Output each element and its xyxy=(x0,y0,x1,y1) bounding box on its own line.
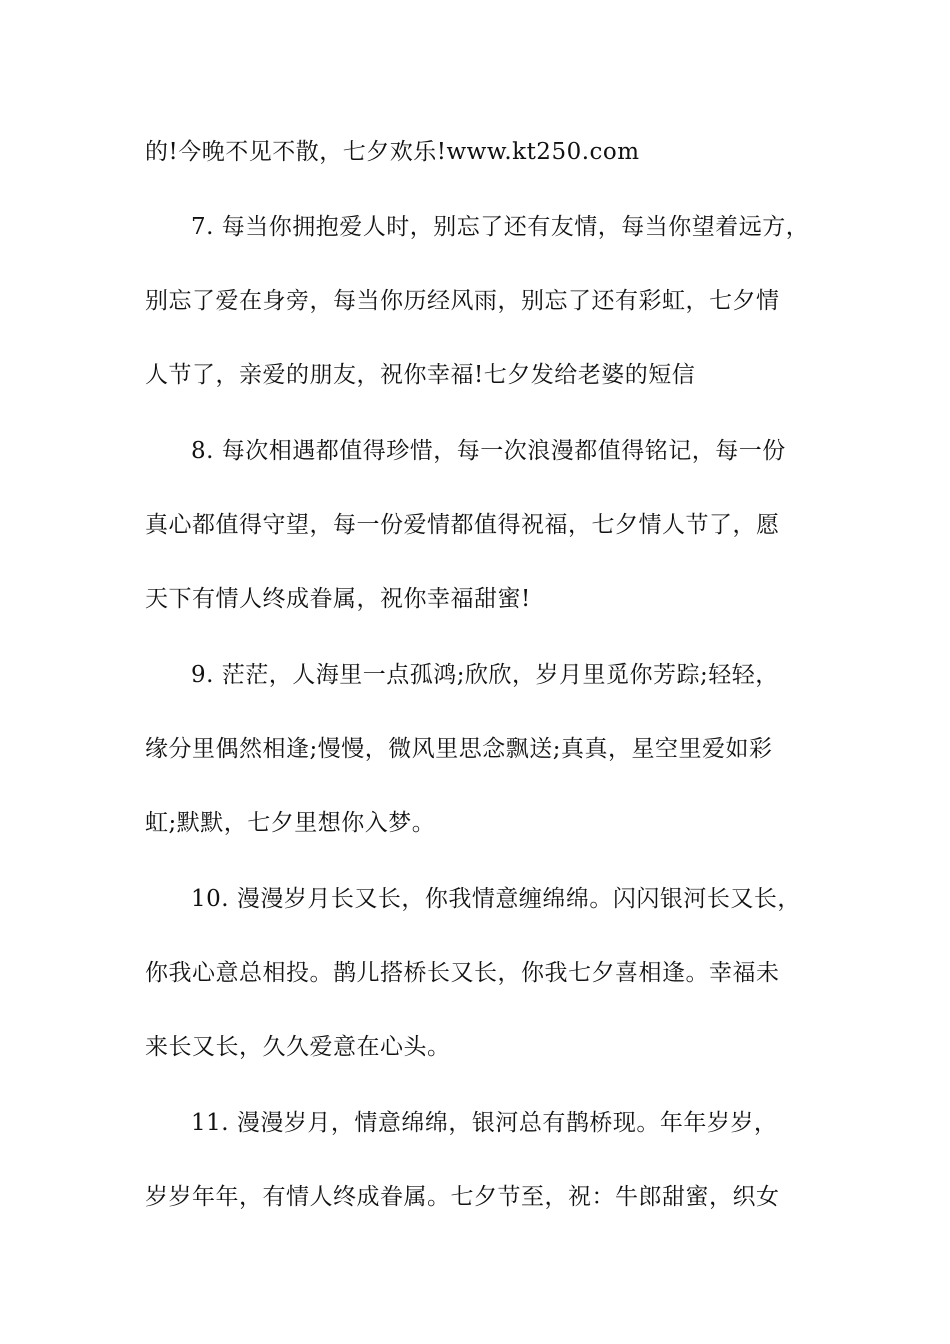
paragraph-10-line-3: 来长又长，久久爱意在心头。 xyxy=(145,1034,451,1060)
paragraph-9-line-1: 9. 茫茫，人海里一点孤鸿;欣欣，岁月里觅你芳踪;轻轻， xyxy=(191,662,779,688)
paragraph-7-line-1: 7. 每当你拥抱爱人时，别忘了还有友情，每当你望着远方， xyxy=(191,214,810,240)
paragraph-10-line-1: 10. 漫漫岁月长又长，你我情意缠绵绵。闪闪银河长又长， xyxy=(191,886,801,912)
paragraph-9-line-3: 虹;默默，七夕里想你入梦。 xyxy=(145,810,436,836)
text-line: 的!今晚不见不散，七夕欢乐!www.kt250.com xyxy=(145,139,640,165)
paragraph-9-line-2: 缘分里偶然相逢;慢慢，微风里思念飘送;真真，星空里爱如彩 xyxy=(145,736,773,762)
paragraph-7-line-2: 别忘了爱在身旁，每当你历经风雨，别忘了还有彩虹，七夕情 xyxy=(145,288,780,314)
paragraph-8-line-1: 8. 每次相遇都值得珍惜，每一次浪漫都值得铭记，每一份 xyxy=(191,438,786,464)
paragraph-8-line-3: 天下有情人终成眷属，祝你幸福甜蜜! xyxy=(145,586,531,612)
paragraph-10-line-2: 你我心意总相投。鹊儿搭桥长又长，你我七夕喜相逢。幸福未 xyxy=(145,960,780,986)
paragraph-11-line-2: 岁岁年年，有情人终成眷属。七夕节至，祝：牛郎甜蜜，织女 xyxy=(145,1184,780,1210)
paragraph-7-line-3: 人节了，亲爱的朋友，祝你幸福!七夕发给老婆的短信 xyxy=(145,362,696,388)
paragraph-8-line-2: 真心都值得守望，每一份爱情都值得祝福，七夕情人节了，愿 xyxy=(145,512,780,538)
paragraph-11-line-1: 11. 漫漫岁月，情意绵绵，银河总有鹊桥现。年年岁岁， xyxy=(191,1110,778,1136)
